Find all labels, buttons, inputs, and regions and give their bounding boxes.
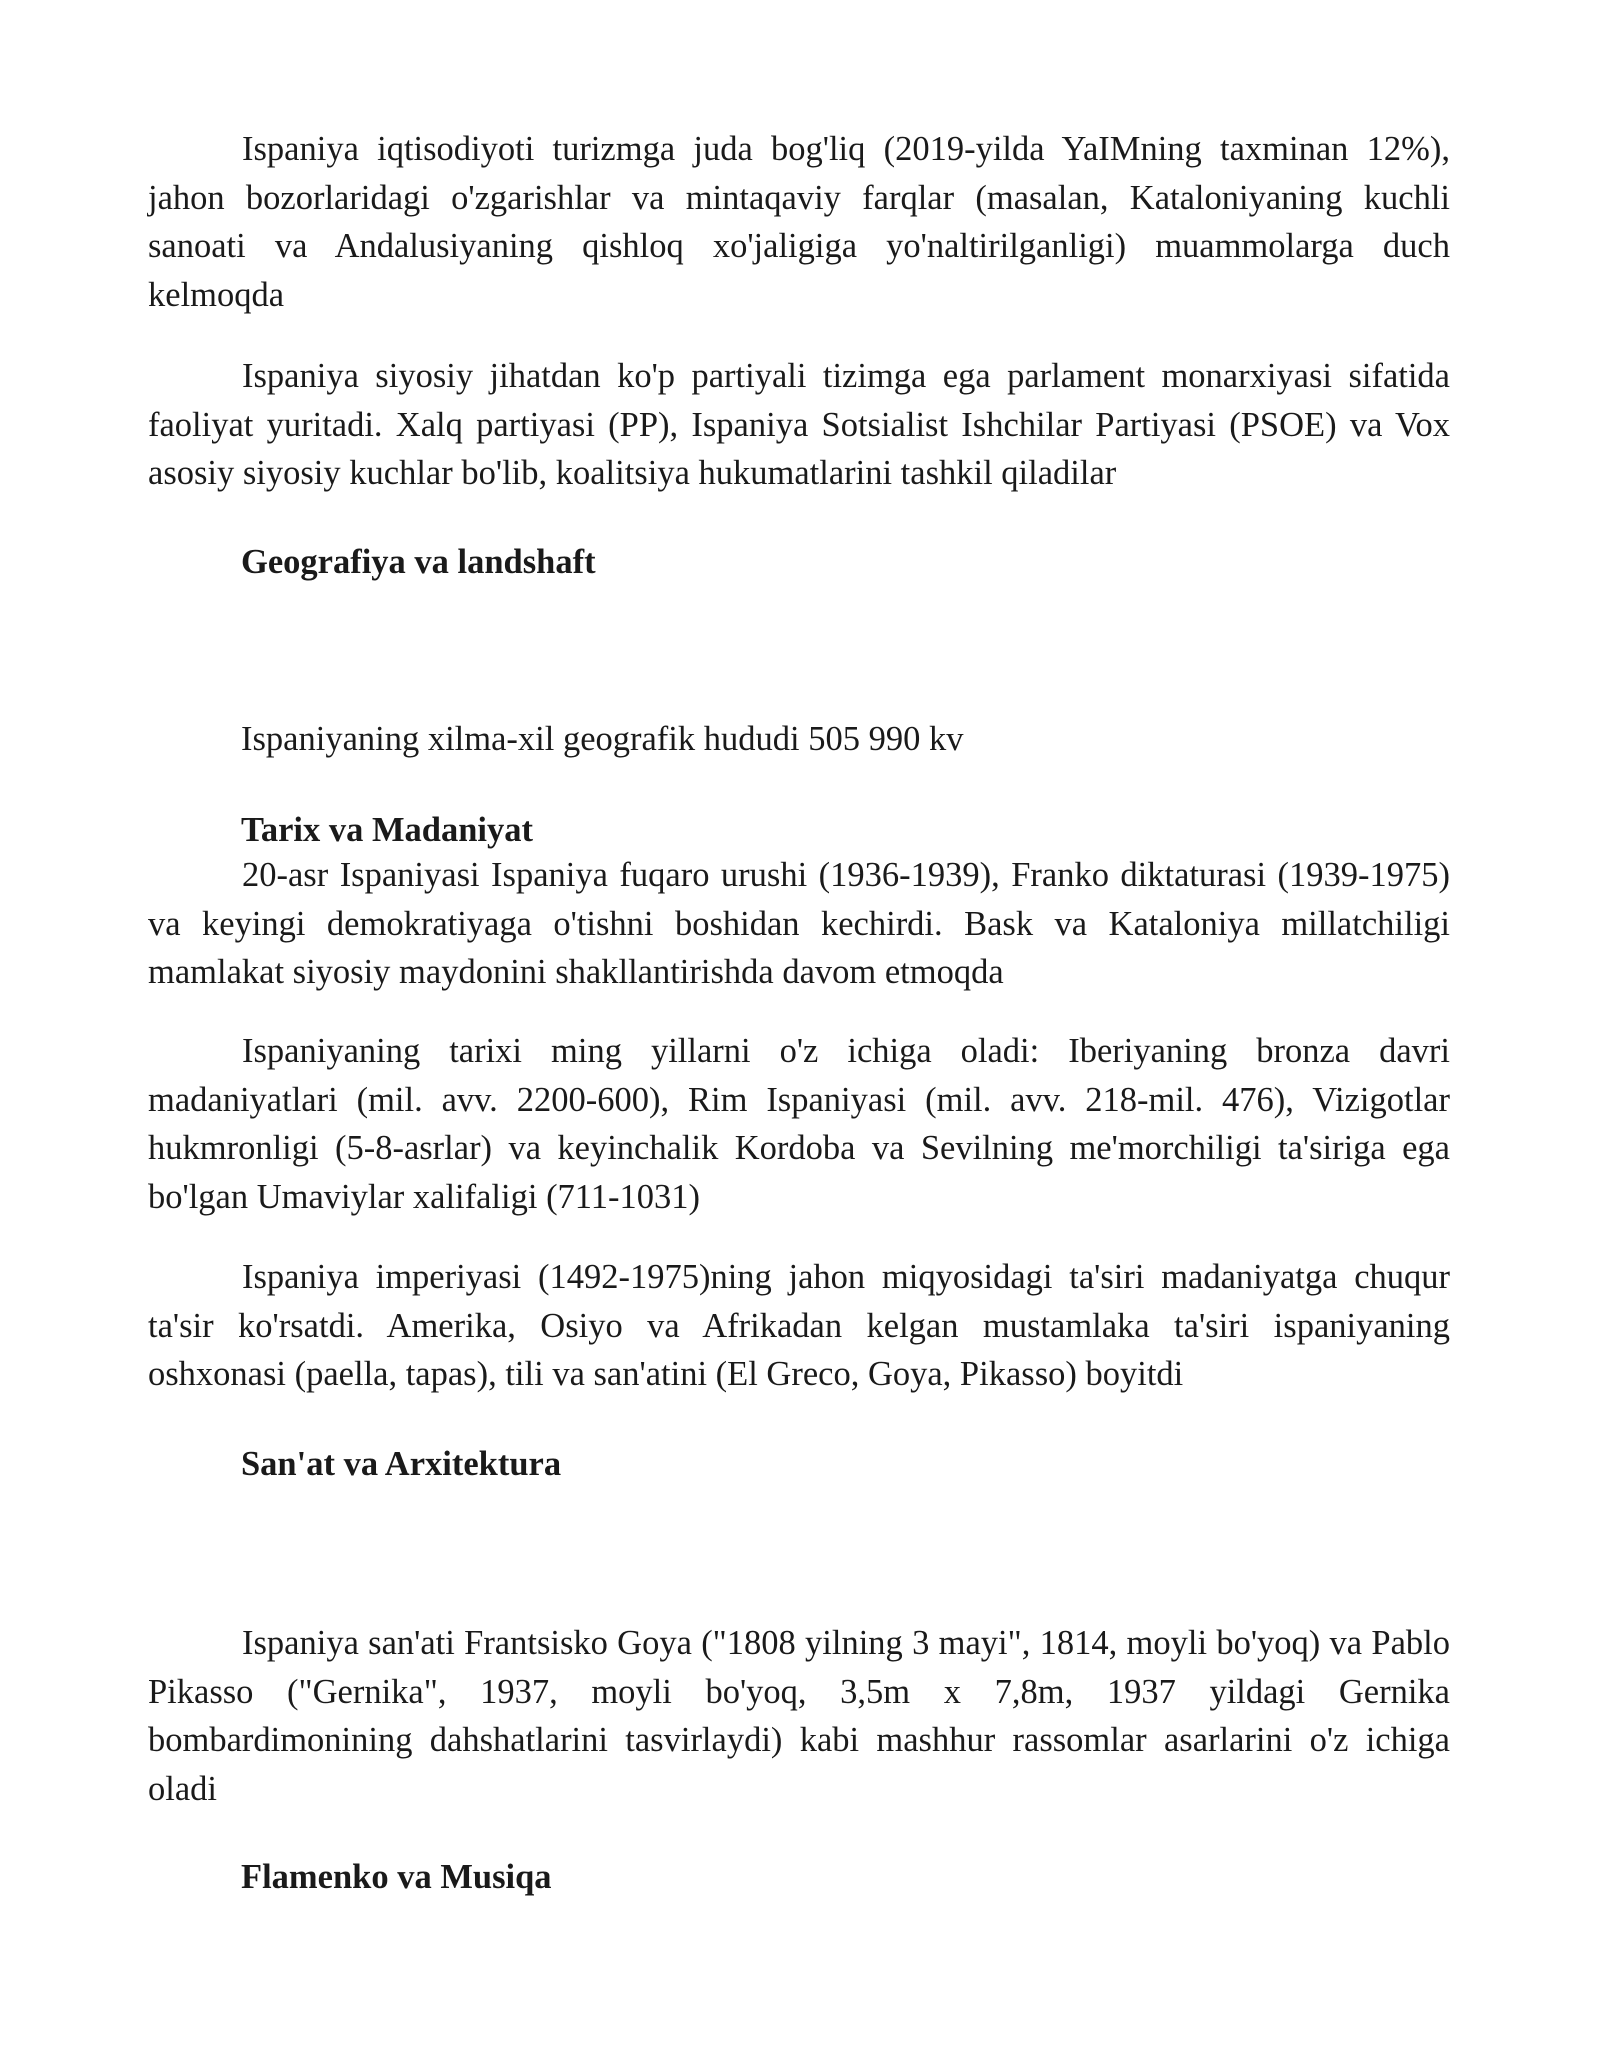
paragraph-art: Ispaniya san'ati Frantsisko Goya ("1808 yilning 3 mayi", 1814, moyli bo'yoq) va Pablo Pikasso ("Gernika", 1937, moyli bo'yoq, 3,5m x 7,8m, 1937 yildagi Gernika bombardimonining dahshatlarini tasvirlaydi) kabi mashhur rassomlar asarlarini o'z ichiga oladi — [148, 1624, 1450, 1808]
paragraph-20th-century: 20-asr Ispaniyasi Ispaniya fuqaro urushi (1936-1939), Franko diktaturasi (1939-1975) va keyingi demokratiyaga o'tishni boshidan kechirdi. Bask va Kataloniya millatchiligi mamlakat siyosiy maydonini shakllantirishda davom etmoqda — [148, 856, 1450, 991]
paragraph-ancient-history: Ispaniyaning tarixi ming yillarni o'z ichiga oladi: Iberiyaning bronza davri madaniyatlari (mil. avv. 2200-600), Rim Ispaniyasi (mil. avv. 218-mil. 476), Vizigotlar hukmronligi (5-8-asrlar) va keyinchalik Kordoba va Sevilning me'morchiligi ta'siriga ega bo'lgan Umaviylar xalifaligi (711-1031) — [148, 1032, 1450, 1216]
heading-geography: Geografiya va landshaft — [241, 543, 596, 581]
paragraph-economy: Ispaniya iqtisodiyoti turizmga juda bog'liq (2019-yilda YaIMning taxminan 12%), jahon bozorlaridagi o'zgarishlar va mintaqaviy farqlar (masalan, Kataloniyaning kuchli sanoati va Andalusiyaning qishloq xo'jaligiga yo'naltirilganligi) muammolarga duch kelmoqda — [148, 130, 1450, 314]
paragraph-empire: Ispaniya imperiyasi (1492-1975)ning jahon miqyosidagi ta'siri madaniyatga chuqur ta'sir ko'rsatdi. Amerika, Osiyo va Afrikadan kelgan mustamlaka ta'siri ispaniyaning oshxonasi (paella, tapas), tili va san'atini (El Greco, Goya, Pikasso) boyitdi — [148, 1258, 1450, 1393]
paragraph-geography: Ispaniyaning xilma-xil geografik hududi 505 990 kv — [241, 720, 964, 758]
heading-history: Tarix va Madaniyat — [241, 811, 534, 849]
paragraph-politics: Ispaniya siyosiy jihatdan ko'p partiyali tizimga ega parlament monarxiyasi sifatida faoliyat yuritadi. Xalq partiyasi (PP), Ispaniya Sotsialist Ishchilar Partiyasi (PSOE) va Vox asosiy siyosiy kuchlar bo'lib, koalitsiya hukumatlarini tashkil qiladilar — [148, 357, 1450, 492]
heading-art: San'at va Arxitektura — [241, 1445, 562, 1483]
heading-flamenco: Flamenko va Musiqa — [241, 1858, 552, 1896]
